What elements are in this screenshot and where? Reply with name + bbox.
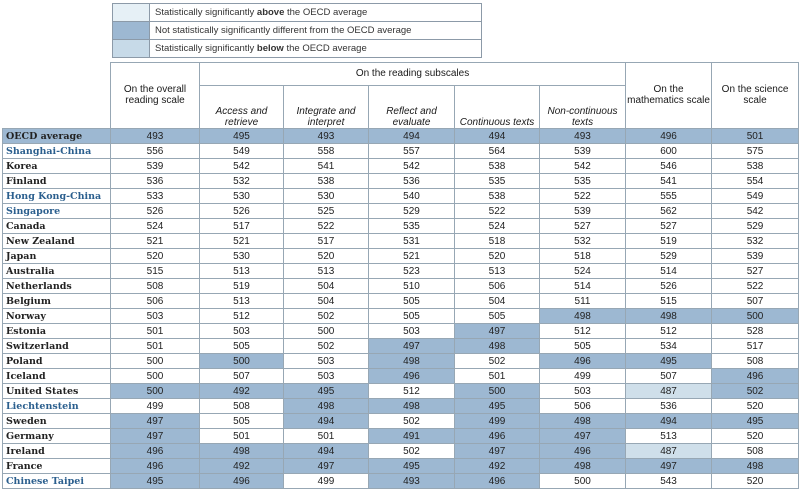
score-cell: 498	[712, 459, 799, 474]
col-header-integrate: Integrate and interpret	[284, 86, 369, 129]
score-cell: 506	[540, 399, 626, 414]
country-name: Norway	[3, 309, 111, 324]
country-name: Shanghai-China	[3, 144, 111, 159]
score-cell: 500	[111, 354, 200, 369]
score-cell: 527	[540, 219, 626, 234]
score-cell: 495	[712, 414, 799, 429]
country-name: Iceland	[3, 369, 111, 384]
score-cell: 497	[455, 444, 540, 459]
score-cell: 535	[455, 174, 540, 189]
score-cell: 498	[540, 309, 626, 324]
score-cell: 498	[540, 459, 626, 474]
score-cell: 527	[626, 219, 712, 234]
score-cell: 539	[540, 204, 626, 219]
score-cell: 503	[284, 354, 369, 369]
oecd-average-row	[3, 129, 799, 144]
score-cell: 504	[284, 279, 369, 294]
score-cell: 508	[111, 279, 200, 294]
score-cell: 515	[111, 264, 200, 279]
country-name: Netherlands	[3, 279, 111, 294]
score-cell: 532	[200, 174, 284, 189]
legend-swatch	[113, 40, 150, 58]
legend-swatch	[113, 4, 150, 22]
score-cell: 525	[284, 204, 369, 219]
score-cell: 554	[712, 174, 799, 189]
score-cell: 500	[200, 354, 284, 369]
table-row	[3, 219, 799, 234]
score-cell: 505	[200, 414, 284, 429]
score-cell: 521	[369, 249, 455, 264]
score-cell: 514	[540, 279, 626, 294]
score-cell: 500	[284, 324, 369, 339]
score-cell: 494	[369, 129, 455, 144]
score-cell: 494	[284, 414, 369, 429]
score-cell: 504	[455, 294, 540, 309]
table-row	[3, 339, 799, 354]
country-name: OECD average	[3, 129, 111, 144]
country-name: Australia	[3, 264, 111, 279]
legend	[112, 3, 482, 58]
score-cell: 558	[284, 144, 369, 159]
score-cell: 495	[111, 474, 200, 489]
score-cell: 496	[111, 459, 200, 474]
score-cell: 496	[540, 354, 626, 369]
country-name: Canada	[3, 219, 111, 234]
score-cell: 503	[284, 369, 369, 384]
score-cell: 503	[200, 324, 284, 339]
score-cell: 497	[626, 459, 712, 474]
score-cell: 519	[200, 279, 284, 294]
score-cell: 506	[111, 294, 200, 309]
score-cell: 546	[626, 159, 712, 174]
score-cell: 498	[369, 354, 455, 369]
score-cell: 497	[111, 429, 200, 444]
score-cell: 505	[455, 309, 540, 324]
legend-swatch	[113, 22, 150, 40]
score-cell: 503	[540, 384, 626, 399]
score-cell: 538	[712, 159, 799, 174]
score-cell: 513	[200, 294, 284, 309]
score-cell: 496	[111, 444, 200, 459]
results-table	[2, 62, 799, 489]
score-cell: 517	[284, 234, 369, 249]
score-cell: 510	[369, 279, 455, 294]
score-cell: 538	[284, 174, 369, 189]
table-row	[3, 204, 799, 219]
score-cell: 498	[200, 444, 284, 459]
score-cell: 508	[200, 399, 284, 414]
score-cell: 541	[626, 174, 712, 189]
score-cell: 538	[455, 189, 540, 204]
score-cell: 503	[111, 309, 200, 324]
score-cell: 491	[369, 429, 455, 444]
legend-row	[113, 40, 482, 58]
score-cell: 513	[455, 264, 540, 279]
score-cell: 541	[284, 159, 369, 174]
score-cell: 499	[455, 414, 540, 429]
country-name: Japan	[3, 249, 111, 264]
score-cell: 498	[455, 339, 540, 354]
score-cell: 532	[540, 234, 626, 249]
score-cell: 500	[455, 384, 540, 399]
score-cell: 493	[540, 129, 626, 144]
score-cell: 520	[712, 399, 799, 414]
score-cell: 542	[712, 204, 799, 219]
score-cell: 519	[626, 234, 712, 249]
score-cell: 557	[369, 144, 455, 159]
score-cell: 496	[200, 474, 284, 489]
score-cell: 542	[540, 159, 626, 174]
score-cell: 498	[540, 414, 626, 429]
table-row	[3, 159, 799, 174]
score-cell: 498	[626, 309, 712, 324]
score-cell: 503	[369, 324, 455, 339]
score-cell: 512	[626, 324, 712, 339]
score-cell: 530	[200, 189, 284, 204]
score-cell: 529	[712, 219, 799, 234]
score-cell: 513	[626, 429, 712, 444]
score-cell: 494	[284, 444, 369, 459]
score-cell: 501	[284, 429, 369, 444]
score-cell: 522	[284, 219, 369, 234]
score-cell: 499	[284, 474, 369, 489]
score-cell: 496	[626, 129, 712, 144]
score-cell: 495	[369, 459, 455, 474]
score-cell: 496	[540, 444, 626, 459]
score-cell: 518	[455, 234, 540, 249]
score-cell: 494	[455, 129, 540, 144]
country-name: Ireland	[3, 444, 111, 459]
score-cell: 497	[540, 429, 626, 444]
col-header-reflect: Reflect and evaluate	[369, 86, 455, 129]
legend-label: Statistically significantly below the OECD average	[150, 40, 482, 58]
score-cell: 536	[369, 174, 455, 189]
score-cell: 532	[712, 234, 799, 249]
score-cell: 502	[369, 414, 455, 429]
score-cell: 505	[369, 294, 455, 309]
score-cell: 497	[455, 324, 540, 339]
country-name: France	[3, 459, 111, 474]
corner-cell	[3, 63, 111, 86]
table-row	[3, 474, 799, 489]
score-cell: 556	[111, 144, 200, 159]
table-row	[3, 264, 799, 279]
score-cell: 522	[540, 189, 626, 204]
score-cell: 495	[284, 384, 369, 399]
country-name: Liechtenstein	[3, 399, 111, 414]
score-cell: 529	[369, 204, 455, 219]
score-cell: 497	[284, 459, 369, 474]
score-cell: 504	[284, 294, 369, 309]
score-cell: 496	[369, 369, 455, 384]
score-cell: 502	[284, 339, 369, 354]
country-name: Korea	[3, 159, 111, 174]
score-cell: 492	[200, 459, 284, 474]
score-cell: 517	[712, 339, 799, 354]
table-row	[3, 354, 799, 369]
score-cell: 520	[455, 249, 540, 264]
score-cell: 499	[540, 369, 626, 384]
country-name: Hong Kong-China	[3, 189, 111, 204]
col-header-access: Access and retrieve	[200, 86, 284, 129]
country-name: Sweden	[3, 414, 111, 429]
score-cell: 505	[540, 339, 626, 354]
score-cell: 520	[284, 249, 369, 264]
table-row	[3, 294, 799, 309]
table-row	[3, 234, 799, 249]
score-cell: 507	[200, 369, 284, 384]
score-cell: 529	[626, 249, 712, 264]
score-cell: 600	[626, 144, 712, 159]
score-cell: 521	[111, 234, 200, 249]
col-header-science: On the science scale	[712, 63, 799, 129]
score-cell: 492	[200, 384, 284, 399]
score-cell: 496	[455, 429, 540, 444]
corner-cell-2	[3, 86, 111, 129]
country-name: United States	[3, 384, 111, 399]
score-cell: 536	[626, 399, 712, 414]
legend-row	[113, 22, 482, 40]
score-cell: 515	[626, 294, 712, 309]
score-cell: 501	[200, 429, 284, 444]
score-cell: 502	[455, 354, 540, 369]
score-cell: 520	[712, 429, 799, 444]
score-cell: 496	[455, 474, 540, 489]
col-header-noncontinuous: Non-continuous texts	[540, 86, 626, 129]
score-cell: 538	[455, 159, 540, 174]
country-name: Chinese Taipei	[3, 474, 111, 489]
score-cell: 524	[111, 219, 200, 234]
score-cell: 493	[369, 474, 455, 489]
score-cell: 505	[369, 309, 455, 324]
score-cell: 536	[111, 174, 200, 189]
score-cell: 506	[455, 279, 540, 294]
country-name: Finland	[3, 174, 111, 189]
score-cell: 497	[111, 414, 200, 429]
score-cell: 549	[200, 144, 284, 159]
table-row	[3, 384, 799, 399]
score-cell: 502	[369, 444, 455, 459]
table-row	[3, 414, 799, 429]
score-cell: 499	[111, 399, 200, 414]
score-cell: 542	[200, 159, 284, 174]
score-cell: 496	[712, 369, 799, 384]
country-name: New Zealand	[3, 234, 111, 249]
score-cell: 543	[626, 474, 712, 489]
table-row	[3, 189, 799, 204]
score-cell: 526	[111, 204, 200, 219]
legend-label: Statistically significantly above the OECD average	[150, 4, 482, 22]
score-cell: 508	[712, 354, 799, 369]
score-cell: 526	[626, 279, 712, 294]
score-cell: 539	[540, 144, 626, 159]
score-cell: 539	[712, 249, 799, 264]
table-row	[3, 459, 799, 474]
score-cell: 524	[540, 264, 626, 279]
score-cell: 487	[626, 384, 712, 399]
score-cell: 517	[200, 219, 284, 234]
score-cell: 512	[540, 324, 626, 339]
score-cell: 513	[200, 264, 284, 279]
score-cell: 540	[369, 189, 455, 204]
score-cell: 535	[369, 219, 455, 234]
score-cell: 518	[540, 249, 626, 264]
score-cell: 508	[712, 444, 799, 459]
table-row	[3, 429, 799, 444]
score-cell: 492	[455, 459, 540, 474]
score-cell: 507	[626, 369, 712, 384]
score-cell: 501	[111, 339, 200, 354]
country-name: Estonia	[3, 324, 111, 339]
score-cell: 493	[111, 129, 200, 144]
score-cell: 555	[626, 189, 712, 204]
score-cell: 498	[369, 399, 455, 414]
score-cell: 523	[369, 264, 455, 279]
score-cell: 564	[455, 144, 540, 159]
table-row	[3, 399, 799, 414]
score-cell: 511	[540, 294, 626, 309]
score-cell: 530	[200, 249, 284, 264]
legend-label: Not statistically significantly different from the OECD average	[150, 22, 482, 40]
score-cell: 500	[540, 474, 626, 489]
score-cell: 501	[111, 324, 200, 339]
country-name: Singapore	[3, 204, 111, 219]
score-cell: 512	[369, 384, 455, 399]
score-cell: 520	[712, 474, 799, 489]
score-cell: 495	[626, 354, 712, 369]
score-cell: 549	[712, 189, 799, 204]
score-cell: 495	[455, 399, 540, 414]
score-cell: 514	[626, 264, 712, 279]
table-row	[3, 324, 799, 339]
score-cell: 502	[284, 309, 369, 324]
col-header-subscales: On the reading subscales	[200, 63, 626, 86]
score-cell: 522	[455, 204, 540, 219]
table-row	[3, 369, 799, 384]
table-row	[3, 249, 799, 264]
country-name: Germany	[3, 429, 111, 444]
score-cell: 542	[369, 159, 455, 174]
score-cell: 501	[712, 129, 799, 144]
country-name: Poland	[3, 354, 111, 369]
score-cell: 495	[200, 129, 284, 144]
score-cell: 500	[712, 309, 799, 324]
score-cell: 535	[540, 174, 626, 189]
table-row	[3, 444, 799, 459]
score-cell: 493	[284, 129, 369, 144]
score-cell: 575	[712, 144, 799, 159]
table-row	[3, 279, 799, 294]
score-cell: 521	[200, 234, 284, 249]
score-cell: 507	[712, 294, 799, 309]
score-cell: 501	[455, 369, 540, 384]
legend-row	[113, 4, 482, 22]
score-cell: 502	[712, 384, 799, 399]
score-cell: 498	[284, 399, 369, 414]
col-header-overall: On the overall reading scale	[111, 63, 200, 129]
score-cell: 513	[284, 264, 369, 279]
score-cell: 539	[111, 159, 200, 174]
score-cell: 528	[712, 324, 799, 339]
score-cell: 533	[111, 189, 200, 204]
col-header-continuous: Continuous texts	[455, 86, 540, 129]
score-cell: 512	[200, 309, 284, 324]
table-row	[3, 309, 799, 324]
score-cell: 526	[200, 204, 284, 219]
score-cell: 487	[626, 444, 712, 459]
score-cell: 562	[626, 204, 712, 219]
table-row	[3, 144, 799, 159]
score-cell: 531	[369, 234, 455, 249]
score-cell: 500	[111, 384, 200, 399]
country-name: Belgium	[3, 294, 111, 309]
score-cell: 520	[111, 249, 200, 264]
score-cell: 505	[200, 339, 284, 354]
score-cell: 497	[369, 339, 455, 354]
score-cell: 494	[626, 414, 712, 429]
score-cell: 527	[712, 264, 799, 279]
score-cell: 524	[455, 219, 540, 234]
score-cell: 500	[111, 369, 200, 384]
table-row	[3, 174, 799, 189]
col-header-math: On the mathematics scale	[626, 63, 712, 129]
country-name: Switzerland	[3, 339, 111, 354]
score-cell: 534	[626, 339, 712, 354]
score-cell: 522	[712, 279, 799, 294]
score-cell: 530	[284, 189, 369, 204]
